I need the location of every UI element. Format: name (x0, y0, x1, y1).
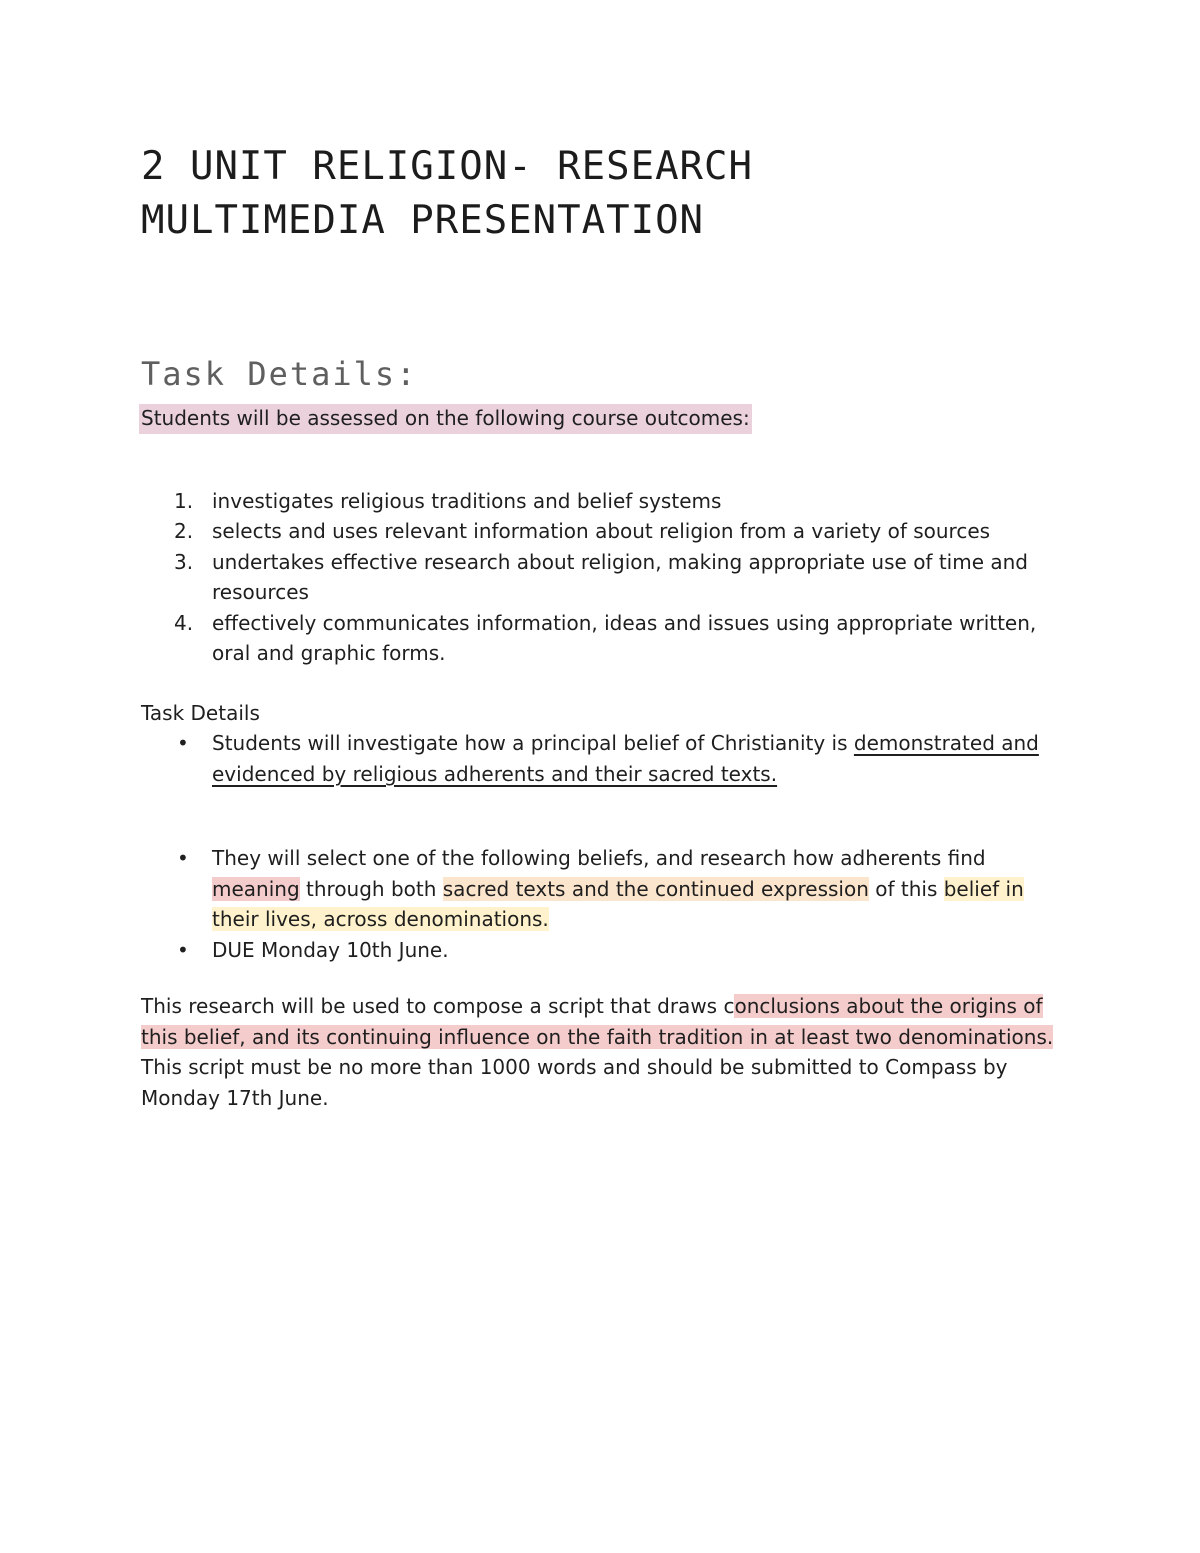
outcome-text: selects and uses relevant information about religion from a variety of sources (212, 519, 991, 543)
outcome-number: 4. (174, 610, 194, 635)
document-title (141, 140, 1071, 248)
bullet-text: They will select one of the following beliefs, and research how adherents find (212, 846, 986, 870)
outcome-number: 3. (174, 549, 194, 574)
task-bullet-list (141, 728, 1071, 965)
bullet-text: of this (868, 876, 944, 901)
highlight-belief-in-lives: belief in their lives, across denominations. (212, 876, 1024, 931)
outcomes-intro (141, 403, 1071, 434)
outcome-number: 1. (174, 488, 194, 513)
title-line-2: MULTIMEDIA PRESENTATION (141, 198, 705, 243)
highlight-sacred-texts: sacred texts and the continued expression (442, 876, 869, 901)
bullet-text: Students will investigate how a principal belief of Christianity is (212, 731, 854, 755)
task-bullet-due-date (141, 935, 1071, 966)
closing-text: This research will be used to compose a script that draws c (141, 994, 735, 1018)
title-line-1: 2 UNIT RELIGION- RESEARCH (141, 144, 753, 189)
task-bullet-investigate (141, 728, 1071, 789)
outcome-text: effectively communicates information, ideas and issues using appropriate written, oral and graphic forms. (212, 610, 1037, 665)
outcomes-intro-highlight: Students will be assessed on the following course outcomes: (139, 404, 752, 434)
outcome-text: undertakes effective research about religion, making appropriate use of time and resources (212, 549, 1028, 604)
bullet-underlined-text: demonstrated and evidenced by religious adherents and their sacred texts. (212, 731, 1039, 786)
section-heading-task-details: Task Details: (141, 355, 418, 393)
bullet-icon: • (177, 937, 189, 962)
task-bullet-select-belief (141, 843, 1071, 935)
outcomes-list (141, 486, 1071, 669)
closing-paragraph (141, 991, 1071, 1113)
outcome-item (141, 516, 1071, 547)
outcome-number: 2. (174, 519, 194, 543)
bullet-icon: • (177, 731, 189, 755)
task-details-label: Task Details (141, 700, 260, 725)
highlight-conclusions: onclusions about the origins of this belief, and its continuing influence on the faith tradition in at least two denominations. (141, 994, 1054, 1049)
document-content (141, 140, 1071, 1113)
outcome-item (141, 547, 1071, 608)
highlight-meaning: meaning (212, 876, 300, 901)
bullet-icon: • (177, 846, 189, 870)
outcome-item (141, 486, 1071, 517)
outcome-item (141, 608, 1071, 669)
bullet-text: through both (299, 876, 443, 901)
outcome-text: investigates religious traditions and belief systems (212, 488, 722, 513)
closing-text: This script must be no more than 1000 words and should be submitted to Compass by Monday 17th June. (141, 1055, 1008, 1110)
bullet-text: DUE Monday 10th June. (212, 937, 449, 962)
